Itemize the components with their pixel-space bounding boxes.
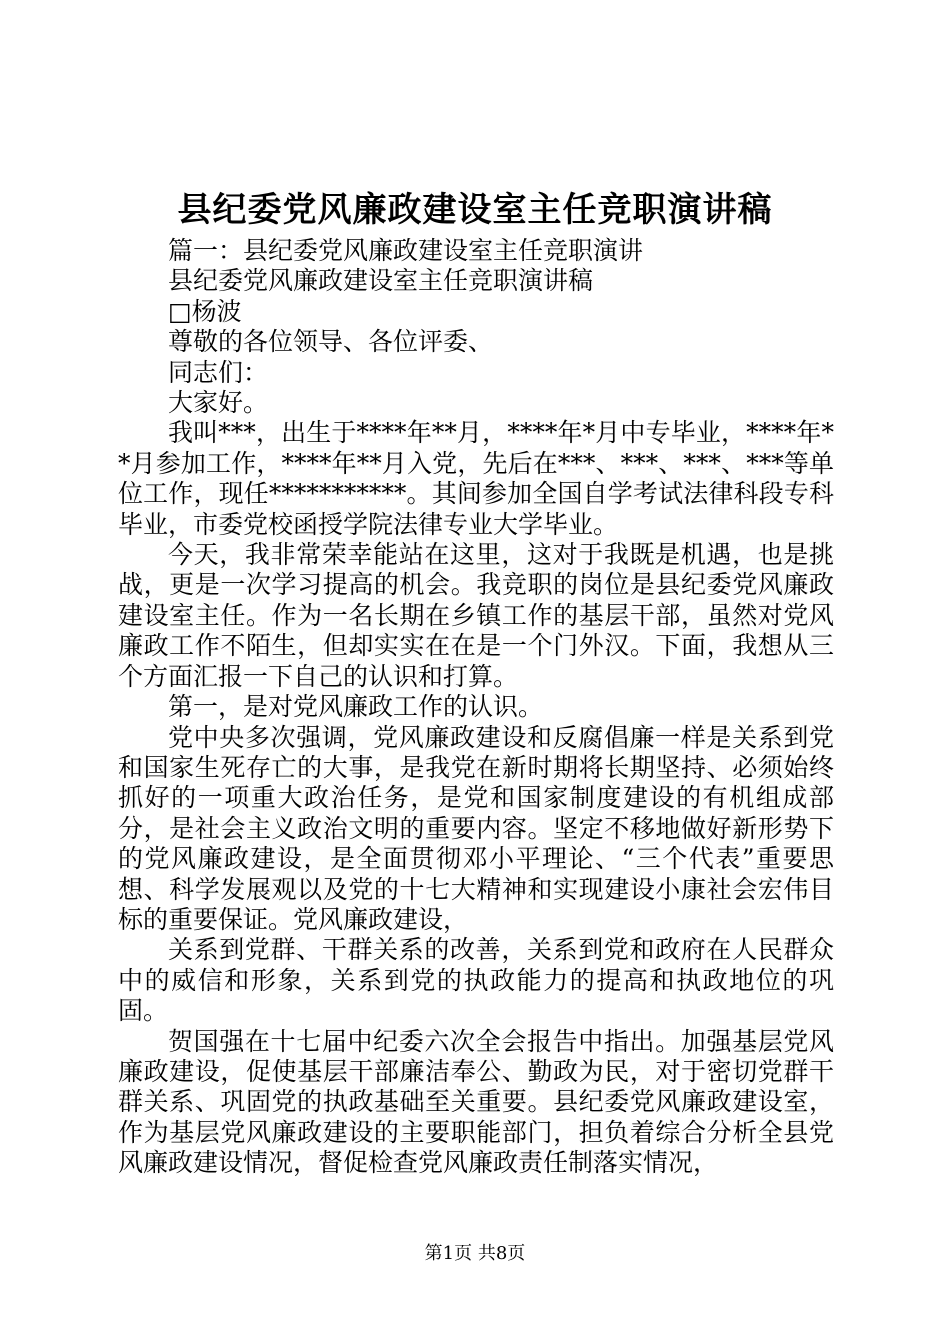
paragraph-salutation: 尊敬的各位领导、各位评委、 <box>168 327 494 357</box>
paragraph-body: 党中央多次强调，党风廉政建设和反腐倡廉一样是关系到党和国家生死存亡的大事，是我党在新时期将长期坚持、必须始终抓好的一项重大政治任务，是党和国家制度建设的有机组成部分，是社会主义政治文明的重要内容。坚定不移地做好新形势下的党风廉政建设，是全面贯彻邓小平理论、“三个代表”重要思想、科学发展观以及党的十七大精神和实现建设小康社会宏伟目标的重要保证。党风廉政建设， <box>118 722 834 934</box>
paragraph-body: 关系到党群、干群关系的改善，关系到党和政府在人民群众中的威信和形象，关系到党的执政能力的提高和执政地位的巩固。 <box>118 935 834 1026</box>
paragraph-greeting: 大家好。 <box>168 388 269 418</box>
paragraph-heading: 篇一：县纪委党风廉政建设室主任竞职演讲 <box>168 236 644 265</box>
paragraph-salutation-2: 同志们： <box>168 357 269 387</box>
paragraph-body: 贺国强在十七届中纪委六次全会报告中指出。加强基层党风廉政建设，促使基层干部廉洁奉公、勤政为民，对于密切党群干群关系、巩固党的执政基础至关重要。县纪委党风廉政建设室，作为基层党风廉政建设的主要职能部门，担负着综合分析全县党风廉政建设情况，督促检查党风廉政责任制落实情况， <box>118 1026 834 1178</box>
paragraph-section-one: 第一，是对党风廉政工作的认识。 <box>168 692 544 722</box>
paragraph-subtitle: 县纪委党风廉政建设室主任竞职演讲稿 <box>168 266 594 296</box>
document-title: 县纪委党风廉政建设室主任竞职演讲稿 <box>177 190 773 230</box>
page-footer: 第1页 共8页 <box>424 1243 526 1264</box>
paragraph-author: □杨波 <box>168 296 242 326</box>
document-body <box>118 236 834 1179</box>
paragraph-opening: 今天，我非常荣幸能站在这里，这对于我既是机遇，也是挑战，更是一次学习提高的机会。我竞职的岗位是县纪委党风廉政建设室主任。作为一名长期在乡镇工作的基层干部，虽然对党风廉政工作不陌生，但却实实在在是一个门外汉。下面，我想从三个方面汇报一下自己的认识和打算。 <box>118 540 834 691</box>
paragraph-introduction: 我叫***，出生于****年**月，****年*月中专毕业，****年**月参加工作，****年**月入党，先后在***、***、***、***等单位工作，现任***********。其间参加全国自学考试法律科段专科毕业，市委党校函授学院法律专业大学毕业。 <box>118 418 834 539</box>
